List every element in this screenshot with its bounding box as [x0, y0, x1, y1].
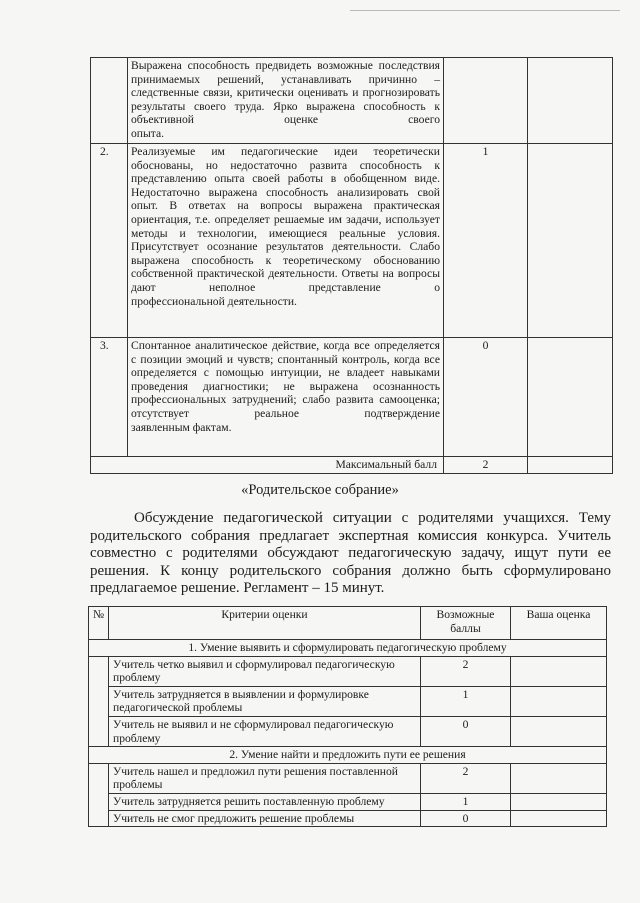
possible-score: 1 [421, 686, 511, 716]
your-score-cell [528, 338, 613, 457]
criterion-text: Учитель затрудняется в выявлении и формулировке педагогической проблемы [109, 686, 421, 716]
max-score-label: Максимальный балл [91, 457, 444, 474]
possible-score: 2 [421, 656, 511, 686]
your-score-cell [511, 763, 607, 793]
section-title: 2. Умение найти и предложить пути ее решения [89, 747, 607, 764]
header-criteria: Критерии оценки [109, 607, 421, 640]
row-number [89, 810, 109, 827]
criterion-description: Выражена способность предвидеть возможные последствия принимаемых решений, устанавливать причинно – следственные связи, критически оценивать и прогнозировать результаты своего труда. Ярко выражена способность к объективной оценке своего опыта. [128, 58, 444, 144]
table-row [91, 58, 613, 144]
your-score-cell [511, 793, 607, 810]
your-score-cell [528, 457, 613, 474]
possible-score: 0 [421, 810, 511, 827]
max-score-value: 2 [444, 457, 528, 474]
row-number [89, 793, 109, 810]
criterion-description: Спонтанное аналитическое действие, когда все определяется с позиции эмоций и чувств; спонтанный контроль, когда все определяется с помощью интуиции, не владеет навыками проведения диагностики; не выражена осознанность профессиональных затруднений; слабо развита самооценка; отсутствует реальное подтверждение заявленным фактам. [128, 338, 444, 457]
criterion-text: Учитель не выявил и не сформулировал педагогическую проблему [109, 716, 421, 746]
table-row [89, 686, 607, 716]
row-number [89, 686, 109, 716]
your-score-cell [511, 686, 607, 716]
criterion-text: Учитель нашел и предложил пути решения поставленной проблемы [109, 763, 421, 793]
total-row [91, 457, 613, 474]
row-number [89, 763, 109, 793]
row-number [91, 58, 128, 144]
possible-score: 0 [421, 716, 511, 746]
section-row [89, 640, 607, 657]
criterion-description: Реализуемые им педагогические идеи теоретически обоснованы, но недостаточно развита способность к представлению опыта своей работы в обобщенном виде. Недостаточно выражена способность анализировать свой опыт. В ответах на вопросы выражена практическая ориентация, т.е. определяет решаемые им задачи, использует методы и технологии, имеющиеся реальные условия. Присутствует осознание результатов деятельности. Слабо выражена способность к теоретическому обоснованию собственной практической деятельности. Ответы на вопросы дают неполное представление о профессиональной деятельности. [128, 144, 444, 338]
header-possible-points: Возможные баллы [421, 607, 511, 640]
possible-score: 1 [421, 793, 511, 810]
table-row [91, 144, 613, 338]
table-row [89, 656, 607, 686]
criterion-text: Учитель затрудняется решить поставленную проблему [109, 793, 421, 810]
header-your-score: Ваша оценка [511, 607, 607, 640]
your-score-cell [511, 716, 607, 746]
section-title: 1. Умение выявить и сформулировать педагогическую проблему [89, 640, 607, 657]
top-rule [350, 10, 620, 11]
row-number [89, 716, 109, 746]
your-score-cell [528, 144, 613, 338]
row-number [89, 656, 109, 686]
table-row [89, 810, 607, 827]
criterion-text: Учитель четко выявил и сформулировал педагогическую проблему [109, 656, 421, 686]
table-row [89, 716, 607, 746]
criterion-text: Учитель не смог предложить решение проблемы [109, 810, 421, 827]
possible-score: 0 [444, 338, 528, 457]
table-row [91, 338, 613, 457]
task-description: Обсуждение педагогической ситуации с родителями учащихся. Тему родительского собрания предлагает экспертная комиссия конкурса. Учитель совместно с родителями обсуждают педагогическую задачу, ищут пути ее решения. К концу родительского собрания должно быть сформулировано предлагаемое решение. Регламент – 15 минут. [90, 510, 611, 596]
possible-score: 1 [444, 144, 528, 338]
criteria-table-2 [88, 606, 607, 827]
your-score-cell [511, 656, 607, 686]
criteria-table-1 [90, 57, 613, 474]
your-score-cell [528, 58, 613, 144]
section-heading: «Родительское собрание» [241, 482, 399, 498]
table-row [89, 763, 607, 793]
your-score-cell [511, 810, 607, 827]
table-row [89, 793, 607, 810]
possible-score: 2 [421, 763, 511, 793]
header-number: № [89, 607, 109, 640]
section-row [89, 747, 607, 764]
possible-score [444, 58, 528, 144]
header-row [89, 607, 607, 640]
row-number: 2. [91, 144, 128, 338]
row-number: 3. [91, 338, 128, 457]
